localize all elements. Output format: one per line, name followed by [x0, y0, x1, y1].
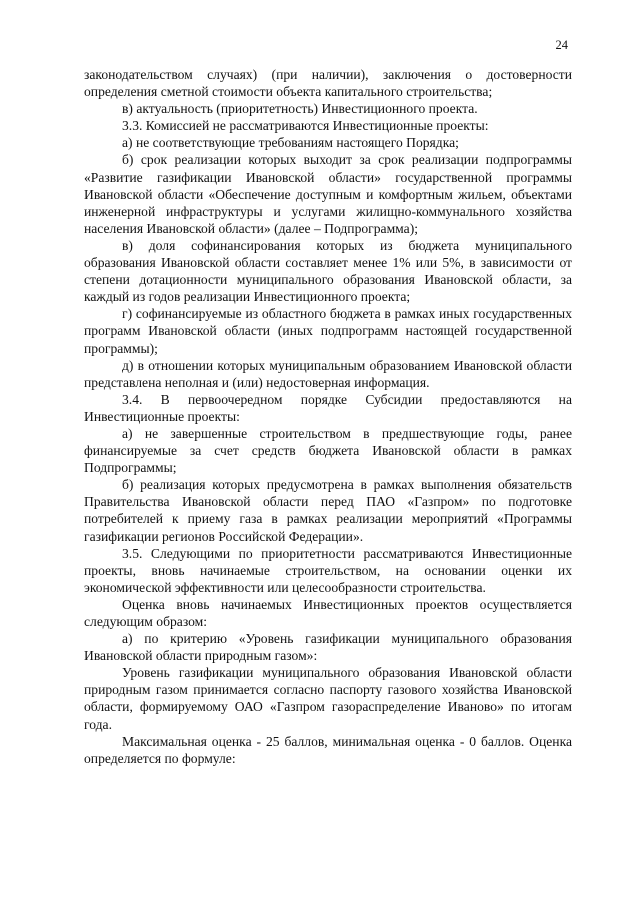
- paragraph-item-v-priority: в) актуальность (приоритетность) Инвестиционного проекта.: [122, 101, 478, 117]
- paragraph-item-d-information: д) в отношении которых муниципальным образованием Ивановской области представлена неполная и (или) недостоверная информация.: [84, 357, 572, 390]
- paragraph-item-v-cofinancing: в) доля софинансирования которых из бюджета муниципального образования Ивановской области составляет менее 1% или 5%, в зависимости от степени дотационности муниципального образования Ивановской области, за каждый из годов реализации Инвестиционного проекта;: [84, 237, 572, 305]
- paragraph-item-b-gazprom: б) реализация которых предусмотрена в рамках выполнения обязательств Правительства Ивановской области перед ПАО «Газпром» по подготовке потребителей к приему газа в рамках реализации мероприятий «Программы газификации регионов Российской Федерации».: [84, 477, 572, 544]
- paragraph-section-3-4: 3.4. В первоочередном порядке Субсидии предоставляются на Инвестиционные проекты:: [84, 391, 572, 424]
- paragraph-item-a-requirements: а) не соответствующие требованиям настоящего Порядка;: [122, 135, 459, 151]
- paragraph-item-b-term: б) срок реализации которых выходит за срок реализации подпрограммы «Развитие газификации Ивановской области» государственной программы Ивановской области «Обеспечение доступным и комфортным жильем, объектами инженерной инфраструктуры и услугами жилищно-коммунального хозяйства населения Ивановской области» (далее – Подпрограмма);: [84, 152, 572, 236]
- paragraph-item-a-unfinished: а) не завершенные строительством в предшествующие годы, ранее финансируемые за счет средств бюджета Ивановской области в рамках Подпрограммы;: [84, 425, 572, 476]
- page-number: 24: [555, 38, 568, 52]
- paragraph-item-g-regional-budget: г) софинансируемые из областного бюджета в рамках иных государственных программ Ивановской области (иных подпрограмм настоящей государственной программы);: [84, 306, 572, 356]
- paragraph-section-3-3: 3.3. Комиссией не рассматриваются Инвестиционные проекты:: [122, 118, 489, 134]
- paragraph-gasification-level: Уровень газификации муниципального образования Ивановской области природным газом принимается согласно паспорту газового хозяйства Ивановской области, формируемому ОАО «Газпром газораспределение Иваново» по итогам года.: [84, 665, 572, 732]
- paragraph-item-a-criterion: а) по критерию «Уровень газификации муниципального образования Ивановской области природным газом»:: [84, 631, 572, 664]
- document-body: [84, 66, 572, 767]
- paragraph-max-score: Максимальная оценка - 25 баллов, минимальная оценка - 0 баллов. Оценка определяется по формуле:: [84, 733, 572, 766]
- paragraph-continuation: законодательством случаях) (при наличии), заключения о достоверности определения сметной стоимости объекта капитального строительства;: [84, 67, 572, 100]
- paragraph-evaluation-intro: Оценка вновь начинаемых Инвестиционных проектов осуществляется следующим образом:: [84, 596, 572, 629]
- paragraph-section-3-5: 3.5. Следующими по приоритетности рассматриваются Инвестиционные проекты, вновь начинаемые строительством, на основании оценки их экономической эффективности или целесообразности строительства.: [84, 545, 572, 595]
